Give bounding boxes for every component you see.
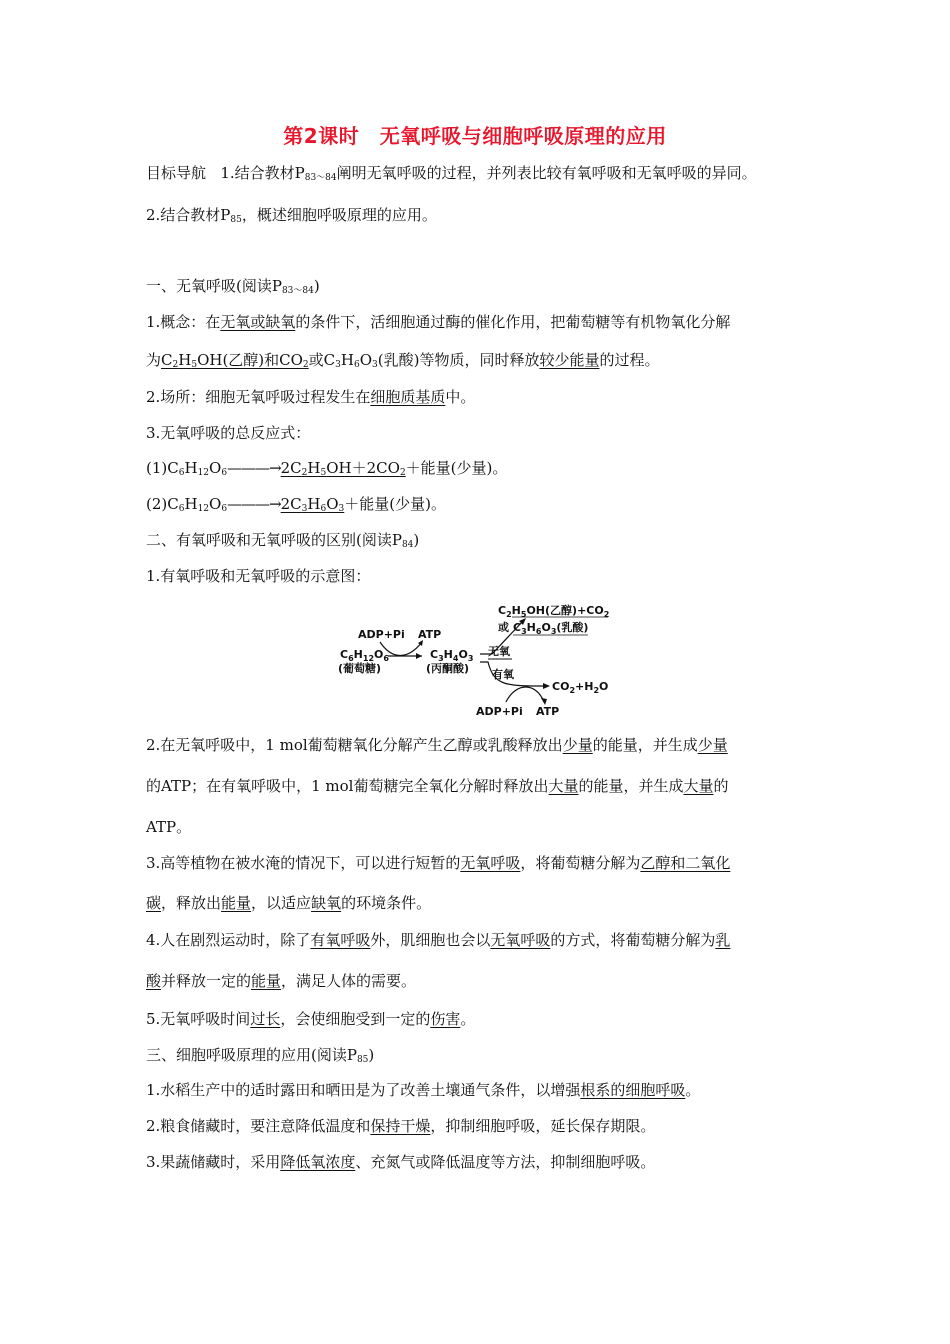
text: O: [326, 495, 339, 513]
subscript: 5: [320, 468, 327, 478]
text: 的过程。: [599, 351, 660, 369]
subscript: 6: [320, 504, 327, 514]
text: 2.粮食储藏时，要注意降低温度和: [146, 1117, 371, 1135]
aerobic-label: 有氧: [492, 668, 514, 681]
heading-text-end: ): [368, 1046, 375, 1064]
answer-blank: [161, 351, 309, 369]
text: 或C: [308, 351, 336, 369]
text: 。: [685, 1081, 701, 1099]
text: 、充氮气或降低温度等方法，抑制细胞呼吸。: [355, 1153, 656, 1171]
subscript: 6: [221, 504, 228, 514]
answer-blank: 酸: [146, 972, 162, 990]
aerobic-product: $CO_2+H_2O$: [552, 680, 609, 695]
text: O: [209, 495, 222, 513]
answer-blank: 无氧呼吸: [460, 854, 521, 872]
goals-item-1: 1.结合教材P: [220, 164, 305, 182]
equation-1: [146, 458, 507, 483]
pyruvate-formula: $C_3H_4O_3$: [430, 648, 474, 663]
subscript: 3: [338, 504, 345, 514]
adp-pi-top-label: ADP+Pi: [358, 628, 405, 641]
para4-line-1: [146, 930, 730, 950]
answer-blank: 过长: [250, 1010, 281, 1028]
subscript: 3: [372, 360, 378, 370]
text: (乳酸)等物质，同时释放: [377, 351, 540, 369]
para5: [146, 1009, 475, 1029]
adp-pi-bottom-label: ADP+Pi: [476, 705, 523, 718]
para4-line-2: [146, 971, 416, 991]
text: 的: [713, 777, 729, 795]
answer-blank: 降低氧浓度: [280, 1153, 356, 1171]
text: OH(乙醇)和CO: [197, 351, 303, 369]
text: 的ATP；在有氧呼吸中，1 mol葡萄糖完全氧化分解时释放出: [146, 777, 549, 795]
section3-item-3: [146, 1152, 655, 1172]
text: H: [184, 495, 198, 513]
anaerobic-label: 无氧: [488, 645, 510, 658]
equation-2: [146, 494, 446, 519]
glucose-formula: $C_6H_{12}O_6$: [340, 648, 389, 663]
text: 3.高等植物在被水淹的情况下，可以进行短暂的: [146, 854, 461, 872]
answer-blank: 伤害: [430, 1010, 461, 1028]
reaction-arrow: ———→: [227, 495, 281, 513]
page-title: 第2课时 无氧呼吸与细胞呼吸原理的应用: [283, 124, 667, 148]
page-ref-sub: 83～84: [304, 173, 337, 183]
text: 的能量，并生成: [592, 736, 698, 754]
text: OH＋2CO: [326, 459, 400, 477]
text: 2C: [280, 459, 302, 477]
text: 的条件下，活细胞通过酶的催化作用，把葡萄糖等有机物氧化分解: [295, 313, 731, 331]
section1-heading: [146, 276, 320, 301]
subscript: 5: [191, 360, 198, 370]
para3-line-2: [146, 893, 431, 913]
goals-line-2: [146, 205, 437, 230]
text: 为: [146, 351, 162, 369]
text: 2.在无氧呼吸中，1 mol葡萄糖氧化分解产生乙醇或乳酸释放出: [146, 736, 563, 754]
lactate-product: $C_3H_6O_3$(乳酸): [513, 621, 589, 636]
text: 外，肌细胞也会以: [370, 931, 491, 949]
heading-text-end: ): [313, 277, 320, 295]
text: 2C: [280, 495, 302, 513]
answer-blank: 无氧或缺氧: [220, 313, 296, 331]
text: 1.水稻生产中的适时露田和晒田是为了改善土壤通气条件，以增强: [146, 1081, 581, 1099]
text: (1)C: [146, 459, 179, 477]
page-ref-sub: 83～84: [281, 286, 314, 296]
answer-blank: 能量: [221, 894, 252, 912]
para3-line-1: [146, 853, 730, 873]
text: H: [307, 495, 321, 513]
adp-to-atp-curve-bottom: [506, 687, 544, 702]
answer-blank: 缺氧: [311, 894, 342, 912]
answer-blank: 乳: [715, 931, 731, 949]
site-line: [146, 387, 475, 407]
page-ref-sub: 84: [401, 540, 414, 550]
text: ，以适应: [251, 894, 312, 912]
text: 的环境条件。: [341, 894, 432, 912]
text: 3.果蔬储藏时，采用: [146, 1153, 281, 1171]
subscript: 12: [197, 468, 210, 478]
answer-blank: 有氧呼吸: [310, 931, 371, 949]
subscript: 2: [302, 360, 309, 370]
text: O: [209, 459, 222, 477]
text: ，释放出: [161, 894, 222, 912]
answer-blank: 碳: [146, 894, 162, 912]
section3-heading: [146, 1045, 374, 1070]
text: 2.场所：细胞无氧呼吸过程发生在: [146, 388, 371, 406]
respiration-diagram: [330, 598, 620, 722]
answer-blank: 细胞质基质: [370, 388, 446, 406]
subscript: 12: [197, 504, 210, 514]
concept-line-2: [146, 350, 660, 375]
goals-item-1-text: 阐明无氧呼吸的过程，并列表比较有氧呼吸和无氧呼吸的异同。: [336, 164, 757, 182]
glucose-name: (葡萄糖): [338, 662, 382, 675]
text: C: [161, 351, 173, 369]
answer-blank: 保持干燥: [370, 1117, 431, 1135]
ethanol-product: $C_2H_5OH$(乙醇)$+CO_2$: [498, 604, 610, 619]
answer-blank: 大量: [548, 777, 579, 795]
text: H: [340, 351, 354, 369]
text: ，抑制细胞呼吸，延长保存期限。: [430, 1117, 656, 1135]
text: 的能量，并生成: [578, 777, 684, 795]
section3-item-2: [146, 1116, 655, 1136]
text: ，会使细胞受到一定的: [280, 1010, 431, 1028]
answer-blank: 能量: [251, 972, 282, 990]
text: O: [359, 351, 373, 369]
text: 中。: [445, 388, 476, 406]
atp-bottom-label: ATP: [536, 705, 560, 718]
heading-text: 一、无氧呼吸(阅读P: [146, 277, 282, 295]
answer-blank: 较少能量: [539, 351, 600, 369]
text: H: [184, 459, 198, 477]
heading-text: 三、细胞呼吸原理的应用(阅读P: [146, 1046, 357, 1064]
para2-line-3: ATP。: [146, 818, 192, 836]
text: H: [178, 351, 192, 369]
page-ref-sub: 85: [356, 1055, 369, 1065]
page-ref-sub: 85: [230, 215, 242, 225]
text: 4.人在剧烈运动时，除了: [146, 931, 311, 949]
heading-text-end: ): [413, 531, 420, 549]
subscript: 2: [399, 468, 406, 478]
answer-blank: [281, 495, 345, 513]
subscript: 6: [353, 360, 360, 370]
text: H: [307, 459, 321, 477]
subscript: 6: [221, 468, 228, 478]
subscript: 3: [301, 504, 308, 514]
subscript: 6: [178, 504, 185, 514]
para2-line-2: [146, 776, 729, 796]
answer-blank: [281, 459, 406, 477]
goals-item-2-text: ，概述细胞呼吸原理的应用。: [241, 206, 437, 224]
subscript: 6: [178, 468, 185, 478]
section2-heading: [146, 530, 419, 555]
text: 1.概念：在: [146, 313, 221, 331]
text: ，满足人体的需要。: [281, 972, 417, 990]
pyruvate-name: (丙酮酸): [426, 662, 470, 675]
diagram-title: 1.有氧呼吸和无氧呼吸的示意图：: [146, 567, 371, 585]
answer-blank: 少量: [562, 736, 593, 754]
subscript: 2: [301, 468, 308, 478]
text: 5.无氧呼吸时间: [146, 1010, 251, 1028]
or-label: 或: [498, 621, 509, 634]
text: ＋能量(少量)。: [405, 459, 508, 477]
concept-line-1: [146, 312, 730, 332]
heading-text: 二、有氧呼吸和无氧呼吸的区别(阅读P: [146, 531, 402, 549]
arrow-head: [416, 653, 422, 659]
text: (2)C: [146, 495, 179, 513]
text: 。: [460, 1010, 476, 1028]
text: ，将葡萄糖分解为: [520, 854, 641, 872]
subscript: 2: [172, 360, 179, 370]
goals-label: 目标导航: [146, 164, 207, 182]
answer-blank: 根系的细胞呼吸: [580, 1081, 686, 1099]
arrow-head: [543, 683, 550, 689]
section3-item-1: [146, 1080, 700, 1100]
answer-blank: 少量: [697, 736, 728, 754]
answer-blank: 无氧呼吸: [490, 931, 551, 949]
goals-item-2: 2.结合教材P: [146, 206, 231, 224]
text: ＋能量(少量)。: [344, 495, 446, 513]
subscript: 3: [335, 360, 341, 370]
answer-blank: 乙醇和二氧化: [640, 854, 731, 872]
para2-line-1: [146, 735, 728, 755]
reaction-arrow: ———→: [227, 459, 281, 477]
goals-line-1: [146, 163, 757, 188]
atp-top-label: ATP: [418, 628, 442, 641]
text: 的方式，将葡萄糖分解为: [550, 931, 716, 949]
text: 并释放一定的: [161, 972, 252, 990]
arrow-head: [541, 698, 547, 705]
answer-blank: 大量: [683, 777, 714, 795]
equation-title: 3.无氧呼吸的总反应式：: [146, 424, 311, 442]
